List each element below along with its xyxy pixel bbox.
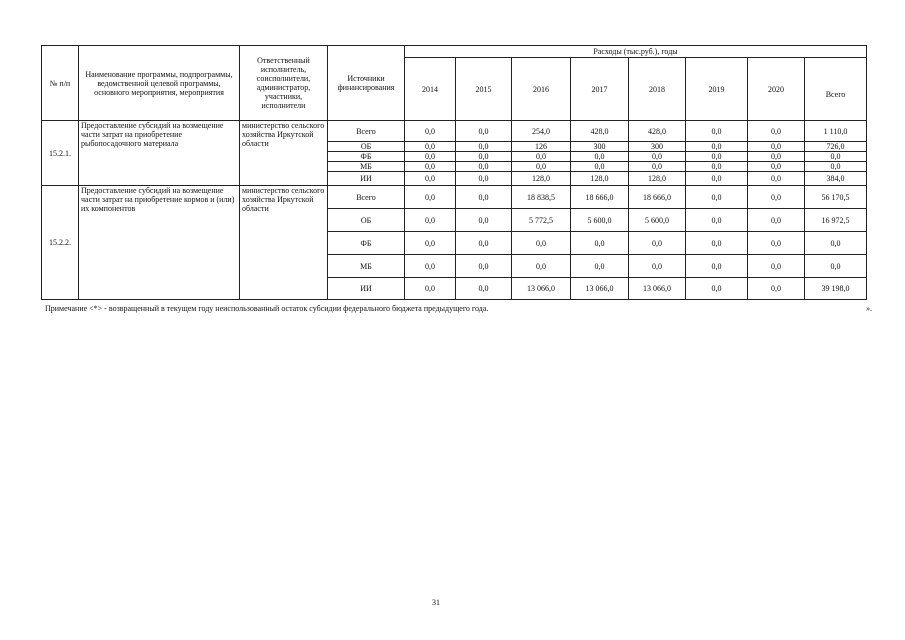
page-number: 31	[432, 598, 440, 607]
value-cell: 0,0	[686, 255, 748, 278]
value-cell: 0,0	[571, 232, 629, 255]
value-cell: 0,0	[456, 209, 512, 232]
value-cell: 0,0	[512, 162, 571, 172]
value-cell: 39 198,0	[805, 278, 867, 300]
value-cell: 428,0	[629, 121, 686, 142]
source-cell: ФБ	[328, 232, 405, 255]
value-cell: 0,0	[405, 209, 456, 232]
value-cell: 300	[571, 142, 629, 152]
value-cell: 13 066,0	[629, 278, 686, 300]
source-cell: Всего	[328, 186, 405, 209]
value-cell: 0,0	[748, 172, 805, 186]
header-name: Наименование программы, подпрограммы, ведомственной целевой программы, основного мероприятия, мероприятия	[79, 46, 240, 121]
value-cell: 0,0	[686, 152, 748, 162]
value-cell: 0,0	[748, 142, 805, 152]
value-cell: 384,0	[805, 172, 867, 186]
value-cell: 0,0	[686, 232, 748, 255]
value-cell: 0,0	[686, 142, 748, 152]
header-responsible: Ответственный исполнитель, соисполнители, администратор, участники, исполнители	[240, 46, 328, 121]
value-cell: 16 972,5	[805, 209, 867, 232]
value-cell: 0,0	[629, 232, 686, 255]
value-cell: 0,0	[805, 232, 867, 255]
value-cell: 128,0	[571, 172, 629, 186]
value-cell: 5 600,0	[629, 209, 686, 232]
value-cell: 0,0	[456, 172, 512, 186]
value-cell: 1 110,0	[805, 121, 867, 142]
value-cell: 0,0	[629, 162, 686, 172]
value-cell: 0,0	[405, 142, 456, 152]
source-cell: ФБ	[328, 152, 405, 162]
value-cell: 254,0	[512, 121, 571, 142]
value-cell: 0,0	[748, 255, 805, 278]
value-cell: 428,0	[571, 121, 629, 142]
value-cell: 0,0	[629, 152, 686, 162]
value-cell: 0,0	[748, 121, 805, 142]
value-cell: 0,0	[405, 152, 456, 162]
header-total: Всего	[805, 58, 867, 121]
header-year: 2017	[571, 58, 629, 121]
value-cell: 0,0	[456, 152, 512, 162]
source-cell: Всего	[328, 121, 405, 142]
value-cell: 0,0	[512, 232, 571, 255]
value-cell: 18 666,0	[571, 186, 629, 209]
value-cell: 0,0	[805, 255, 867, 278]
value-cell: 0,0	[686, 162, 748, 172]
value-cell: 0,0	[512, 152, 571, 162]
header-year: 2014	[405, 58, 456, 121]
row-number: 15.2.2.	[42, 186, 79, 300]
value-cell: 0,0	[456, 255, 512, 278]
value-cell: 0,0	[456, 278, 512, 300]
value-cell: 0,0	[748, 278, 805, 300]
value-cell: 0,0	[405, 186, 456, 209]
value-cell: 0,0	[686, 121, 748, 142]
value-cell: 0,0	[686, 209, 748, 232]
value-cell: 0,0	[629, 255, 686, 278]
value-cell: 0,0	[571, 152, 629, 162]
value-cell: 0,0	[405, 172, 456, 186]
value-cell: 0,0	[686, 186, 748, 209]
row-responsible: министерство сельского хозяйства Иркутской области	[240, 121, 328, 186]
value-cell: 0,0	[405, 255, 456, 278]
header-year: 2019	[686, 58, 748, 121]
footnote: Примечание <*> - возвращенный в текущем году неиспользованный остаток субсидии федерального бюджета предыдущего года.	[45, 304, 489, 313]
value-cell: 0,0	[456, 186, 512, 209]
value-cell: 126	[512, 142, 571, 152]
header-sources: Источники финансирования	[328, 46, 405, 121]
header-year: 2016	[512, 58, 571, 121]
value-cell: 0,0	[571, 162, 629, 172]
value-cell: 0,0	[456, 142, 512, 152]
value-cell: 18 838,5	[512, 186, 571, 209]
value-cell: 5 600,0	[571, 209, 629, 232]
budget-table	[41, 45, 867, 300]
header-year: 2018	[629, 58, 686, 121]
value-cell: 0,0	[571, 255, 629, 278]
value-cell: 300	[629, 142, 686, 152]
header-expenses: Расходы (тыс.руб.), годы	[405, 46, 867, 58]
header-year: 2020	[748, 58, 805, 121]
value-cell: 128,0	[629, 172, 686, 186]
value-cell: 0,0	[748, 209, 805, 232]
header-year: 2015	[456, 58, 512, 121]
row-number: 15.2.1.	[42, 121, 79, 186]
source-cell: ИИ	[328, 278, 405, 300]
value-cell: 56 170,5	[805, 186, 867, 209]
source-cell: ОБ	[328, 209, 405, 232]
header-num: № п/п	[42, 46, 79, 121]
value-cell: 0,0	[405, 121, 456, 142]
source-cell: ИИ	[328, 172, 405, 186]
value-cell: 0,0	[748, 232, 805, 255]
value-cell: 0,0	[686, 172, 748, 186]
value-cell: 0,0	[405, 278, 456, 300]
value-cell: 0,0	[512, 255, 571, 278]
value-cell: 0,0	[405, 232, 456, 255]
value-cell: 0,0	[748, 152, 805, 162]
value-cell: 5 772,5	[512, 209, 571, 232]
value-cell: 0,0	[456, 162, 512, 172]
value-cell: 0,0	[748, 162, 805, 172]
value-cell: 13 066,0	[512, 278, 571, 300]
value-cell: 0,0	[805, 152, 867, 162]
row-name: Предоставление субсидий на возмещение части затрат на приобретение кормов и (или) их компонентов	[79, 186, 240, 300]
value-cell: 13 066,0	[571, 278, 629, 300]
value-cell: 0,0	[805, 162, 867, 172]
source-cell: МБ	[328, 162, 405, 172]
source-cell: МБ	[328, 255, 405, 278]
value-cell: 18 666,0	[629, 186, 686, 209]
value-cell: 0,0	[686, 278, 748, 300]
table-row	[42, 121, 867, 142]
row-responsible: министерство сельского хозяйства Иркутской области	[240, 186, 328, 300]
value-cell: 128,0	[512, 172, 571, 186]
table-row	[42, 186, 867, 209]
row-name: Предоставление субсидий на возмещение части затрат на приобретение рыбопосадочного материала	[79, 121, 240, 186]
closing-quote: ».	[866, 304, 872, 313]
value-cell: 726,0	[805, 142, 867, 152]
value-cell: 0,0	[456, 121, 512, 142]
value-cell: 0,0	[405, 162, 456, 172]
value-cell: 0,0	[456, 232, 512, 255]
value-cell: 0,0	[748, 186, 805, 209]
source-cell: ОБ	[328, 142, 405, 152]
